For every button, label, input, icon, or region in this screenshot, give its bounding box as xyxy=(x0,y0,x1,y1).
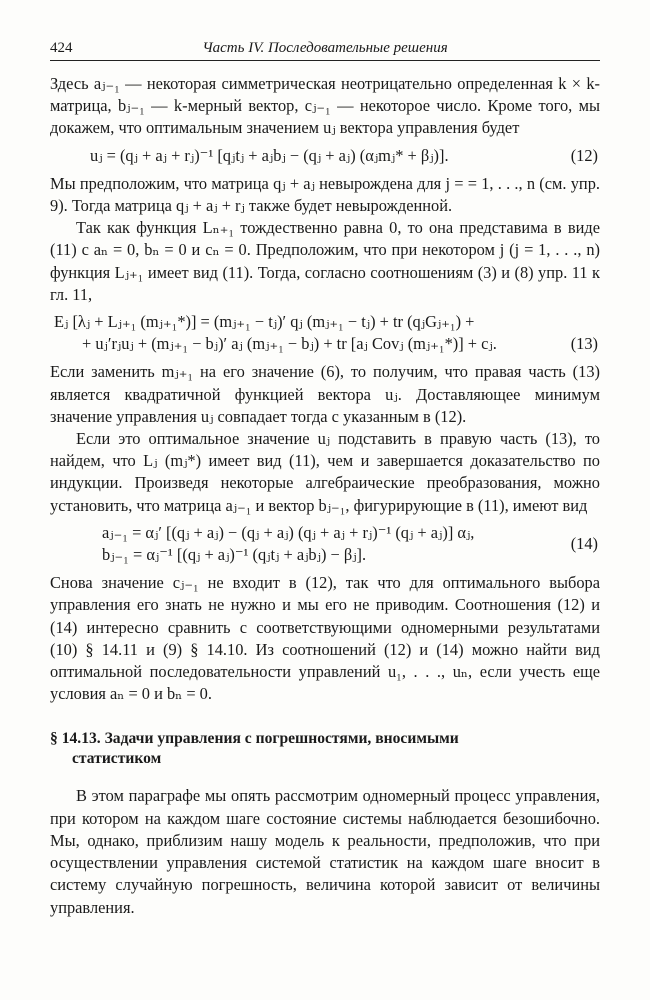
equation-13-line-1: Eⱼ [λⱼ + Lⱼ₊₁ (mⱼ₊₁*)] = (mⱼ₊₁ − tⱼ)′ qⱼ (mⱼ₊₁ − tⱼ) + tr (qⱼGⱼ₊₁) + xyxy=(54,312,475,332)
section-title-line-2: статистиком xyxy=(72,750,162,768)
page xyxy=(50,38,600,919)
equation-12 xyxy=(50,145,600,167)
paragraph-1: Здесь aⱼ₋₁ — некоторая симметрическая неотрицательно определенная k × k-матрица, bⱼ₋₁ — k-мерный вектор, cⱼ₋₁ — некоторое число. Кроме того, мы докажем, что оптимальным значением uⱼ вектора управления будет xyxy=(50,74,600,138)
paragraph-4: Если заменить mⱼ₊₁ на его значение (6), то получим, что правая часть (13) является квадратичной функцией вектора uⱼ. Доставляющее минимум значение управления uⱼ совпадает тогда с указанным в (12). xyxy=(50,362,600,426)
equation-14 xyxy=(50,522,600,566)
section-title-line-1: § 14.13. Задачи управления с погрешностями, вносимыми xyxy=(50,730,459,748)
running-title: Часть IV. Последовательные решения xyxy=(202,40,448,56)
running-header xyxy=(50,38,600,61)
paragraph-5: Если это оптимальное значение uⱼ подставить в правую часть (13), то найдем, что Lⱼ (mⱼ*) имеет вид (11), чем и завершается доказательство по индукции. Произведя некоторые алгебраические преобразования, можно установить, что матрица aⱼ₋₁ и вектор bⱼ₋₁, фигурирующие в (11), имеют вид xyxy=(50,429,600,515)
equation-14-line-2: bⱼ₋₁ = αⱼ⁻¹ [(qⱼ + aⱼ)⁻¹ (qⱼtⱼ + aⱼbⱼ) − βⱼ]. xyxy=(102,545,367,565)
equation-12-text: uⱼ = (qⱼ + aⱼ + rⱼ)⁻¹ [qⱼtⱼ + aⱼbⱼ − (qⱼ + aⱼ) (αⱼmⱼ* + βⱼ)]. xyxy=(90,145,449,165)
paragraph-7: В этом параграфе мы опять рассмотрим одномерный процесс управления, при котором на каждом шаге состояние системы наблюдается безошибочно. Мы, однако, приблизим нашу модель к реальности, предположив, что при осуществлении управления системой статистик на каждом шаге вносит в систему случайную погрешность, величина которой зависит от величины управления. xyxy=(50,786,600,917)
paragraph-6: Снова значение cⱼ₋₁ не входит в (12), так что для оптимального выбора управления его знать не нужно и мы его не приводим. Соотношения (12) и (14) интересно сравнить с соответствующими одномерными результатами (10) § 14.11 и (9) § 14.10. Из соотношений (12) и (14) можно найти вид оптимальной последовательности управлений u₁, . . ., uₙ, если учесть еще условия aₙ = 0 и bₙ = 0. xyxy=(50,573,600,704)
section-heading xyxy=(50,729,600,769)
paragraph-2: Мы предположим, что матрица qⱼ + aⱼ невырождена для j = = 1, . . ., n (см. упр. 9). Тогда матрица qⱼ + aⱼ + rⱼ также будет невырожденной. xyxy=(50,173,600,216)
equation-14-number: (14) xyxy=(570,533,598,553)
equation-14-line-1: aⱼ₋₁ = αⱼ′ [(qⱼ + aⱼ) − (qⱼ + aⱼ) (qⱼ + aⱼ + rⱼ)⁻¹ (qⱼ + aⱼ)] αⱼ, xyxy=(102,522,475,542)
equation-13 xyxy=(50,311,600,355)
page-body xyxy=(50,73,600,919)
page-number: 424 xyxy=(50,40,73,56)
paragraph-3: Так как функция Lₙ₊₁ тождественно равна 0, то она представима в виде (11) с aₙ = 0, bₙ = 0 и cₙ = 0. Предположим, что при некотором j (j = 1, . . ., n) функция Lⱼ₊₁ имеет вид (11). Тогда, согласно соотношениям (3) и (8) упр. 11 к гл. 11, xyxy=(50,218,600,304)
equation-12-number: (12) xyxy=(570,145,598,165)
equation-13-number: (13) xyxy=(570,334,598,354)
equation-13-line-2: + uⱼ′rⱼuⱼ + (mⱼ₊₁ − bⱼ)′ aⱼ (mⱼ₊₁ − bⱼ) + tr [aⱼ Covⱼ (mⱼ₊₁*)] + cⱼ. xyxy=(82,334,497,354)
